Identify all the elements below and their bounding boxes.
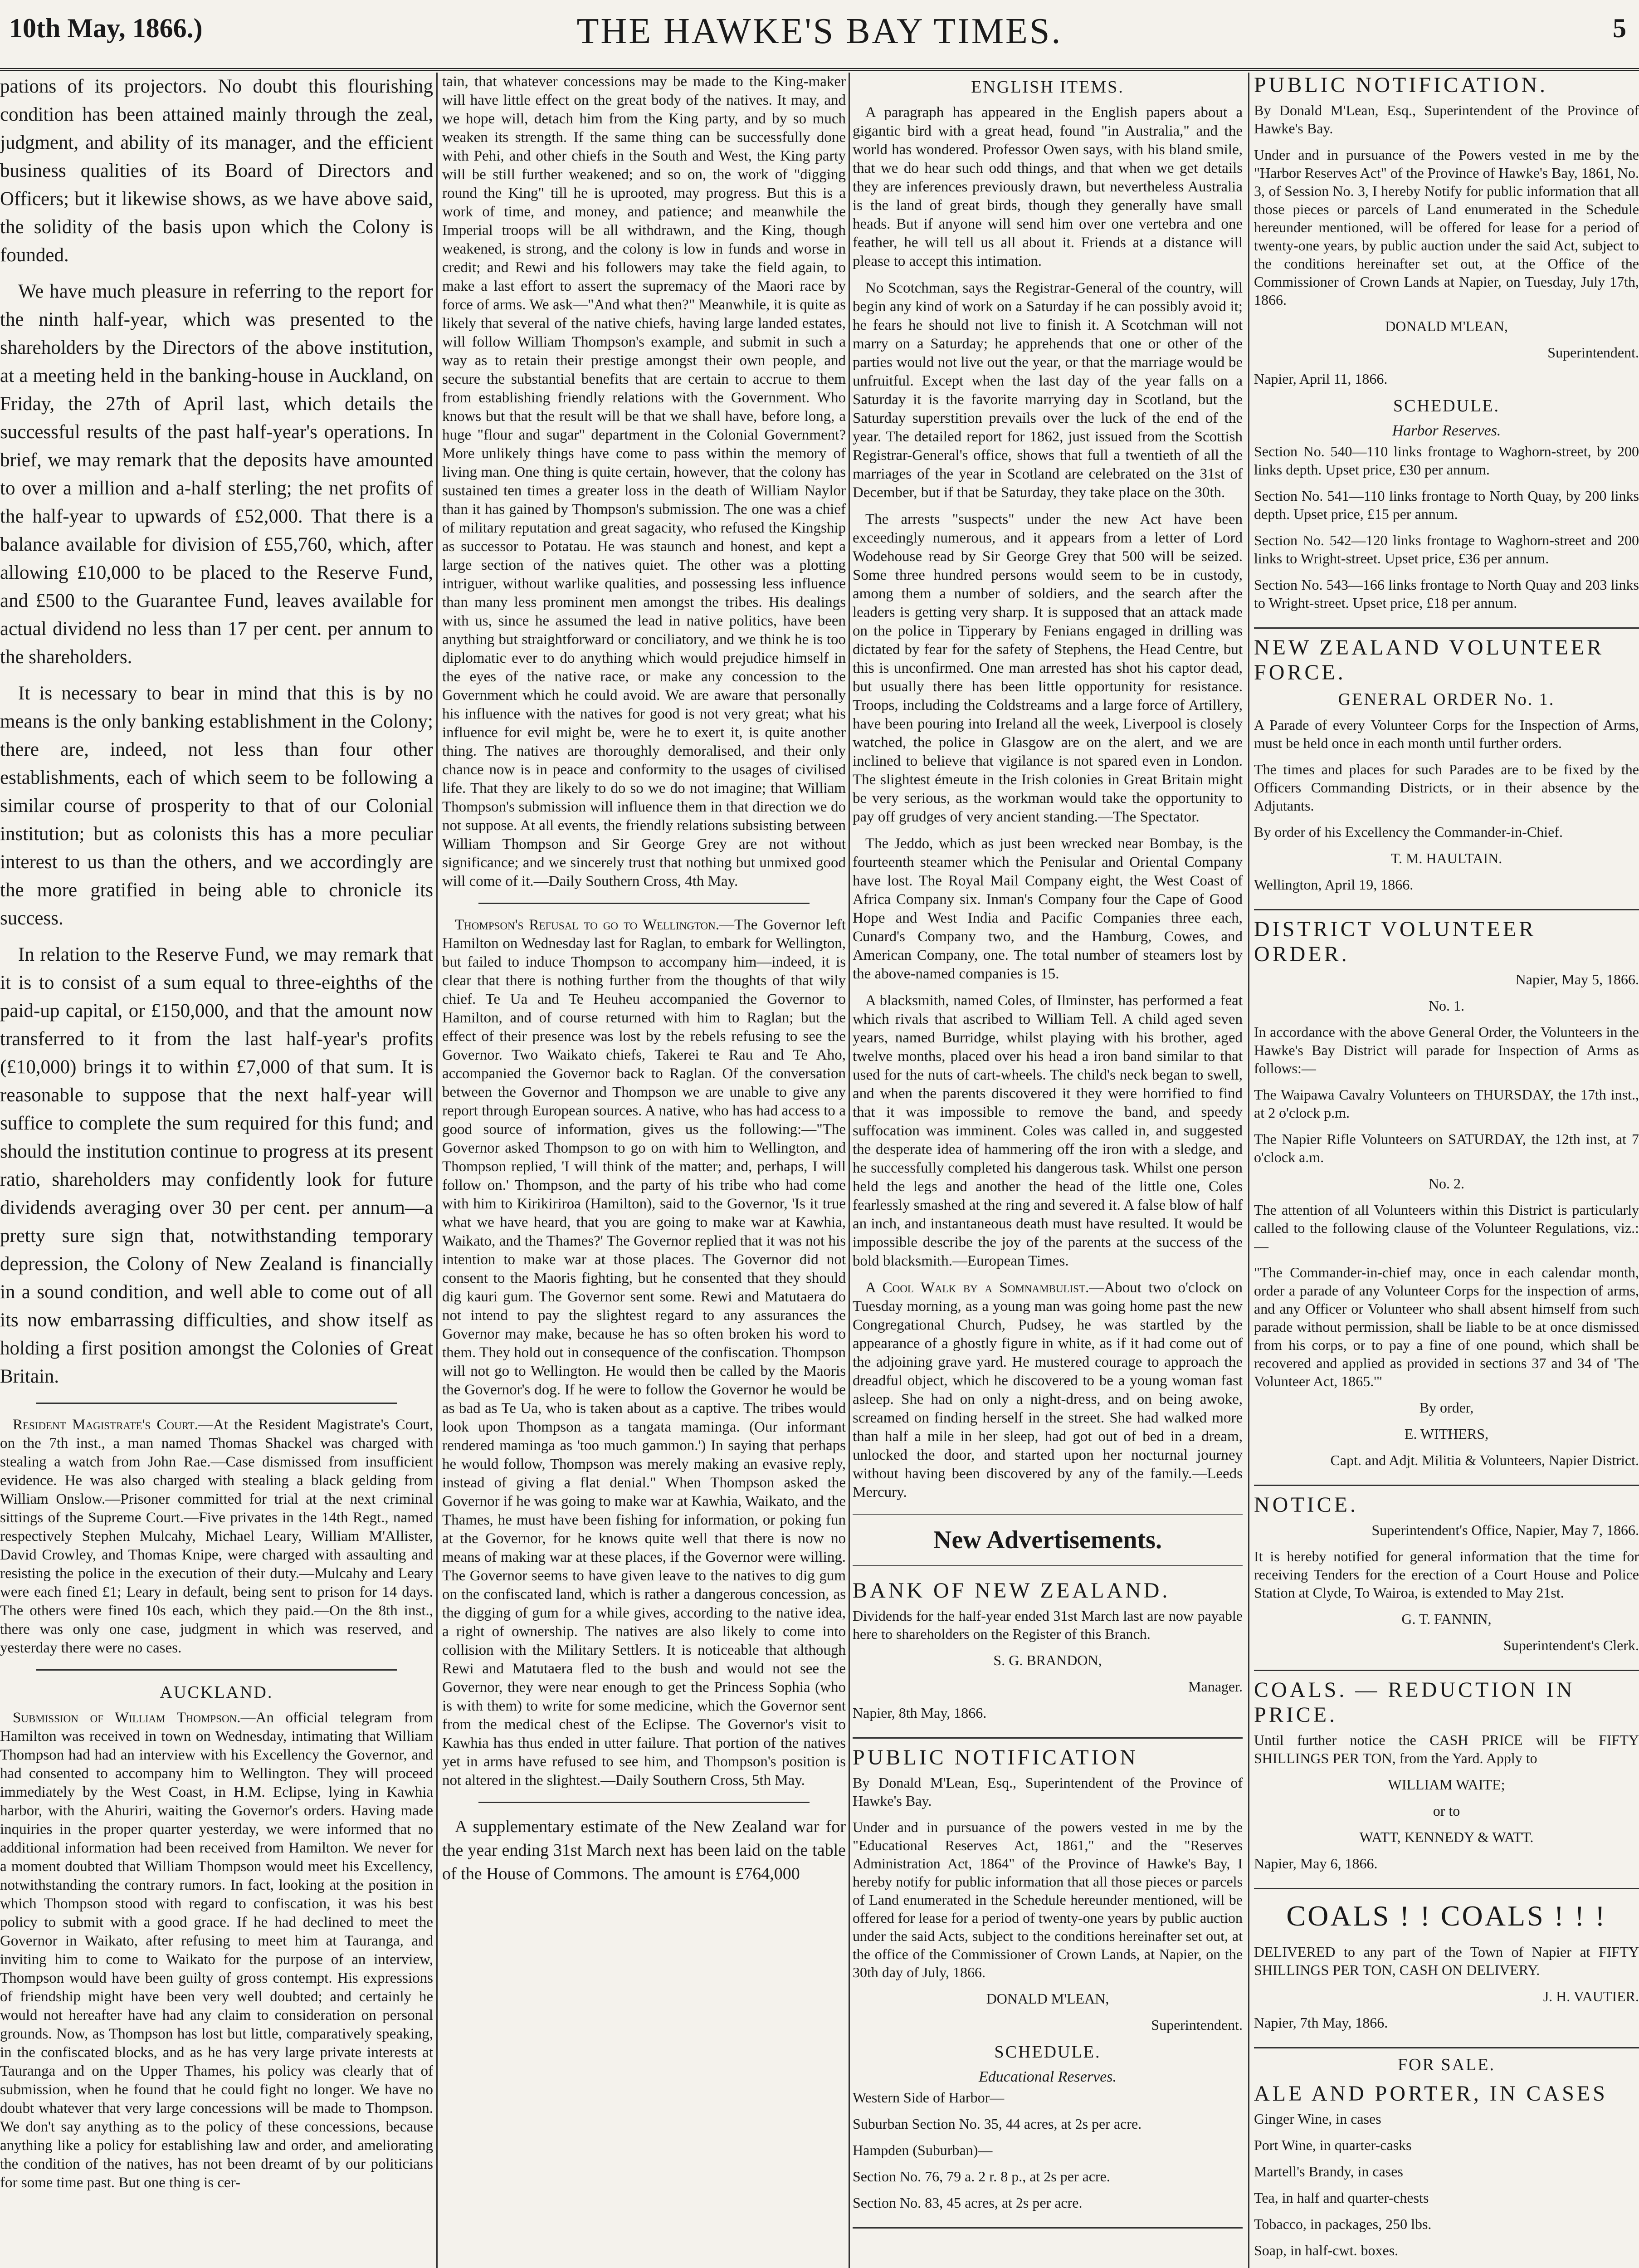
article-lead: Resident Magistrate's Court. <box>13 1417 199 1433</box>
item-paragraph: A paragraph has appeared in the English papers about a gigantic bird with a great head, found "in Australia," and the world has wondered. Professor Owen says, with his bland smile, that we do hear such odd things, and that when we get details they are inferences previously drawn, but nevertheless Australia is the land of great birds, though they generally have small heads. But if anyone will send him over one vertebra and one feather, he will tell us all about it. Friends at a distance will please to accept this intimation. <box>853 104 1243 269</box>
item-paragraph: A blacksmith, named Coles, of Ilminster, has performed a feat which rivals that ascribed to William Tell. A child aged seven years, named Burridge, whilst playing with his brother, aged twelve months, placed over his head a iron band similar to that used for the nuts of cart-wheels. The child's neck began to swell, and when the parents discovered it they were horrified to find that it was impossible to remove the band, and speedy suffocation was imminent. Coles was called in, and suggested the desperate idea of hammering off the iron with a sledge, and he successfully completed his dangerous task. Whilst one person held the legs and another the head of the little one, Coles fearlessly smashed at the ring and severed it. A false blow of half an inch, and instantaneous death must have resulted. It would be impossible describe the joy of the parents at the success of the bold blacksmith.—European Times. <box>853 992 1243 1269</box>
ad-district-volunteer-order <box>1254 917 1639 1486</box>
editorial-paragraph: pations of its projectors. No doubt this flourishing condition has been attained mainly through the zeal, judgment, and ability of its manager, and the efficient business qualities of its Board of Directors and Officers; but it likewise shows, as we have above said, the solidity of the basis upon which the Colony is founded. <box>0 76 433 266</box>
schedule-subheading: Harbor Reserves. <box>1392 422 1501 439</box>
new-advertisements-heading: New Advertisements. <box>933 1526 1162 1554</box>
ad-subheading: GENERAL ORDER No. 1. <box>1338 690 1555 709</box>
schedule-line: Hampden (Suburban)— <box>853 2142 993 2158</box>
section-heading: AUCKLAND. <box>160 1683 273 1702</box>
article-refusal <box>442 916 846 1790</box>
editorial <box>0 73 433 1391</box>
divider <box>853 1513 1243 1515</box>
ad-signature: G. T. FANNIN, <box>1401 1611 1492 1627</box>
sale-item: Soap, in half-cwt. boxes. <box>1254 2242 1399 2258</box>
ad-notice <box>1254 1492 1639 1671</box>
column-2 <box>442 73 846 2268</box>
editorial-paragraph: It is necessary to bear in mind that this is by no means is the only banking establishment in the Colony; there are, indeed, not less than four other establishments, each of which seem to be following a similar course of prosperity to that of our Colonial institution; but as colonists this has a more peculiar interest to us than the others, and we accordingly are the more gratified in being able to chronicle its success. <box>0 683 433 929</box>
sale-item: Ginger Wine, in cases <box>1254 2111 1381 2127</box>
ad-byline: By Donald M'Lean, Esq., Superintendent of the Province of Hawke's Bay. <box>853 1774 1243 1809</box>
divider <box>853 1565 1243 1567</box>
ad-date: Wellington, April 19, 1866. <box>1254 876 1414 893</box>
sale-item: Tea, in half and quarter-chests <box>1254 2190 1429 2206</box>
schedule-line: Western Side of Harbor— <box>853 2089 1005 2106</box>
divider <box>478 1802 810 1803</box>
ad-coals-reduction <box>1254 1677 1639 1889</box>
ad-title: Manager. <box>1188 1678 1243 1695</box>
masthead <box>0 0 1639 71</box>
article-lead: Submission of William Thompson. <box>13 1710 241 1726</box>
column-1 <box>0 73 433 2268</box>
ad-body: Under and in pursuance of the powers vested in me by the "Educational Reserves Act, 1861," and the "Reserves Administration Act, 1864" of the Province of Hawke's Bay, I hereby notify for public information that all those pieces or parcels of Land enumerated in the Schedule hereunder mentioned, will be offered for lease for a period of twenty-one years by public auction under the said Acts, subject to the conditions hereinafter set out, at the office of the Commissioner of Crown Lands, at Napier, on the 30th day of July, 1866. <box>853 1819 1243 1980</box>
column-4 <box>1254 73 1639 2268</box>
editorial-paragraph: We have much pleasure in referring to the report for the ninth half-year, which was presented to the shareholders by the Directors of the above institution, at a meeting held in the banking-house in Auckland, on Friday, the 27th of April last, which details the successful results of the past half-year's operations. In brief, we may remark that the deposits have amounted to over a million and a-half sterling; the net profits of the half-year to upwards of £52,000. That there is a balance available for division of £55,760, which, after allowing £10,000 to be placed to the Reserve Fund, and £500 to the Guarantee Fund, leaves available for actual dividend no less than 17 per cent. per annum to the shareholders. <box>0 281 433 668</box>
article-body: —About two o'clock on Tuesday morning, as a young man was going home past the new Congregational Church, Pudsey, he was startled by the appearance of a ghostly figure in white, as if it had come out of the adjoining grave yard. He mustered courage to approach the dreadful object, which he discovered to be a young woman fast asleep. She had on only a night-dress, and on being awoke, screamed on finding herself in the street. She had walked more than half a mile in her sleep, had got out of bed in a dream, unlocked the door, and started upon her nocturnal journey without having been discovered by any of the family.—Leeds Mercury. <box>853 1280 1243 1501</box>
ad-heading: COALS. — REDUCTION IN PRICE. <box>1254 1678 1575 1727</box>
article-lead: Thompson's Refusal to go to Wellington. <box>455 917 720 933</box>
article-body: —The Governor left Hamilton on Wednesday last for Raglan, to embark for Wellington, but failed to induce Thompson to accompany him—indeed, it is clear that there is nothing further from the thoughts of that wily chief. Te Ua and Te Heuheu accompanied the Governor to Hamilton, and of course returned with him to Raglan; but the effect of their presence was lost by the rebels refusing to see the Governor. Two Waikato chiefs, Takerei te Rau and Te Aho, accompanied the Governor back to Raglan. Of the conversation between the Governor and Thompson we are unable to give any report through European sources. A native, who has had access to a good source of information, gives us the following:—"The Governor asked Thompson to go on with him to Wellington, and Thompson replied, 'I will think of the matter; and, perhaps, I will follow on.' Thompson, and the party of his tribe who had come with him to Kirikiriroa (Hamilton), said to the Governor, 'Is it true what we have heard, that you are going to make war at Kawhia, Waikato, and the Thames?' The Governor replied that it was not his intention to make war at those places. The Governor did not consent to the Maoris fighting, but he consented that they should dig kauri gum. The Governor sent some. Rewi and Matutaera do not intend to pay the slightest regard to any assurances the Governor may make, because he has so often broken his word to them. They hold out in consequence of the confiscation. Thompson will not go to Wellington. He would then be called by the Maoris the Governor's dog. If he were to follow the Governor he would be as bad as Te Ua, who is taken about as a captive. The tribes would look upon Thompson as a tangata maminga. (Our informant rendered maminga as 'too much gammon.') In saying that perhaps he would follow, Thompson was merely making an evasive reply, instead of giving a flat denial." When Thompson asked the Governor if he was going to make war at Kawhia, Waikato, and the Thames, he must have been fishing for information, or poking fun at the Governor, for he knows quite well that there is now no means of making war at these places, if the Governor were willing. The Governor seems to have given leave to the natives to dig gum on the confiscated land, which is rather a dangerous concession, as the digging of gum for a while gives, according to the native idea, a right of ownership. The natives are also likely to come into collision with the Military Settlers. It is noticeable that although Rewi and Matutaera fled to the bush and would not see the Governor, they were near enough to get the Princess Sophia (who is with them) to write for some medicine, which the Governor sent from the medical chest of the Eclipse. The Governor's visit to Kawhia has thus ended in utter failure. That portion of the natives yet in arms have refused to see him, and Thompson's position is not altered in the slightest.—Daily Southern Cross, 5th May. <box>442 917 846 1789</box>
ad-body: The times and places for such Parades are to be fixed by the Officers Commanding Districts, or in their absence by the Adjutants. <box>1254 761 1639 814</box>
column-3 <box>853 73 1243 2268</box>
ad-signature: DONALD M'LEAN, <box>986 1990 1109 2007</box>
ad-title: ALE AND PORTER, IN CASES <box>1254 2082 1608 2106</box>
ad-signature: DONALD M'LEAN, <box>1385 318 1508 334</box>
ad-contact: WATT, KENNEDY & WATT. <box>1359 1829 1534 1845</box>
ad-by-order: By order, <box>1419 1399 1474 1416</box>
ad-signature: J. H. VAUTIER. <box>1543 1988 1639 2004</box>
column-rule <box>1248 73 1249 2268</box>
ad-heading: FOR SALE. <box>1398 2055 1495 2074</box>
ad-date: Napier, April 11, 1866. <box>1254 371 1388 387</box>
ad-heading: PUBLIC NOTIFICATION. <box>1254 73 1548 97</box>
newspaper-title: THE HAWKE'S BAY TIMES. <box>576 11 1063 51</box>
ad-title: Capt. and Adjt. Militia & Volunteers, Napier District. <box>1330 1452 1639 1468</box>
ad-title: Superintendent. <box>1547 344 1639 361</box>
item-paragraph: The arrests "suspects" under the new Act have been exceedingly numerous, and it appears from a letter of Lord Wodehouse read by Sir George Grey that 500 will be seized. Some three hundred persons would seem to be in custody, among them a number of soldiers, and the search after the leaders is getting very sharp. It is supposed that an attack made on the police in Tipperary by Fenians engaged in drilling was dictated by fear for the safety of Stephens, the Head Centre, but this is unconfirmed. One man arrested has shot his captor dead, but usually there has been little opportunity for resistance. Troops, including the Coldstreams and a large force of Artillery, have been pouring into Ireland all the week, Liverpool is closely watched, the police in Glasgow are on the alert, and we are inclined to believe that vigilance is not spared even in London. The slightest émeute in the Irish colonies in Great Britain might be very serious, as the workman would take the opportunity to pay off grudges of very ancient standing.—The Spectator. <box>853 511 1243 825</box>
ad-heading: DISTRICT VOLUNTEER ORDER. <box>1254 917 1537 966</box>
ad-signature: S. G. BRANDON, <box>993 1652 1102 1668</box>
ad-public-notification-educational <box>853 1745 1243 2229</box>
schedule-line: Section No. 540—110 links frontage to Waghorn-street, by 200 links depth. Upset price, £30 per annum. <box>1254 443 1639 478</box>
ad-body: A Parade of every Volunteer Corps for the Inspection of Arms, must be held once in each month until further orders. <box>1254 717 1639 751</box>
ad-public-notification-harbor <box>1254 73 1639 629</box>
ad-bank-nz <box>853 1578 1243 1739</box>
ad-banner: COALS ! ! COALS ! ! ! <box>1286 1900 1607 1932</box>
schedule-heading: SCHEDULE. <box>1393 396 1500 415</box>
sale-item: Tobacco, in packages, 250 lbs. <box>1254 2216 1432 2232</box>
article-body: —An official telegram from Hamilton was received in town on Wednesday, intimating that William Thompson had had an interview with his Excellency the Governor, and had consented to accompany him to Wellington. They will proceed immediately by the West Coast, in H.M. Eclipse, lying in Kawhia harbor, with the Ahuriri, waiting the Governor's orders. Having made inquiries in the proper quarter yesterday, we were informed that no additional information had been received from Hamilton. We never for a moment doubted that William Thompson would meet his Excellency, notwithstanding the contrary rumors. In fact, looking at the position in which Thompson stood with regard to confiscation, it was his best policy to submit with a good grace. If he had declined to meet the Governor in Waikato, after refusing to meet him at Tauranga, and inviting him to come to Waikato for the purpose of an interview, Thompson would have been guilty of gross contempt. His expressions of friendship might have been very well doubted; and certainly he would not hereafter have had any claim to consideration on personal grounds. Now, as Thompson has lost but little, comparatively speaking, in the confiscated blocks, and as he has very large private interests at Tauranga and on the Upper Thames, his policy was clearly that of submission, when he found that he could fight no longer. We have no doubt whatever that very large concessions will be made to Thompson. We don't say anything as to the policy of these concessions, because anything like a policy for establishing law and order, and ameliorating the condition of the natives, has not been dreamt of by our politicians for some time past. But one thing is cer- <box>0 1710 433 2191</box>
column-rule <box>436 73 438 2268</box>
ad-body: The attention of all Volunteers within this District is particularly called to the following clause of the Volunteer Regulations, viz.:— <box>1254 1202 1639 1254</box>
divider <box>478 903 810 904</box>
editorial-paragraph: In relation to the Reserve Fund, we may remark that it is to consist of a sum equal to three-eighths of the paid-up capital, or £150,000, and that the amount now transferred to it from the last half-year's profits (£10,000) brings it to within £7,000 of that sum. It is reasonable to suppose that the next half-year will suffice to complete the sum required for this fund; and should the institution continue to progress at its present ratio, shareholders may confidently look for future dividends averaging over 30 per cent. per annum—a pretty sure sign that, notwithstanding temporary depression, the Colony of New Zealand is financially in a sound condition, and well able to come out of all its now embarrassing difficulties, and show itself as holding a first position amongst the Colonies of Great Britain. <box>0 944 433 1387</box>
ad-body: Under and in pursuance of the Powers vested in me by the "Harbor Reserves Act" of the Province of Hawke's Bay, 1861, No. 3, of Session No. 3, I hereby Notify for public information that all those pieces or parcels of Land enumerated in the Schedule hereunder mentioned, will be offered for lease for a period of twenty-one years, by public auction under the said Act, subject to the conditions hereinafter set out, at the Office of the Commissioner of Crown Lands at Napier, on Tuesday, July 17th, 1866. <box>1254 147 1639 308</box>
article-rm-court <box>0 1416 433 1657</box>
section-heading: ENGLISH ITEMS. <box>971 78 1124 97</box>
ad-volunteer-force <box>1254 635 1639 910</box>
ad-byline: By Donald M'Lean, Esq., Superintendent of the Province of Hawke's Bay. <box>1254 102 1639 137</box>
schedule-heading: SCHEDULE. <box>994 2043 1101 2062</box>
ad-contact: WILLIAM WAITE; <box>1388 1776 1505 1793</box>
column-rule <box>849 73 850 2268</box>
ad-signature: E. WITHERS, <box>1404 1426 1489 1442</box>
ad-signature: T. M. HAULTAIN. <box>1390 850 1502 866</box>
schedule-line: Section No. 76, 79 a. 2 r. 8 p., at 2s per acre. <box>853 2168 1110 2185</box>
ad-heading: NEW ZEALAND VOLUNTEER FORCE. <box>1254 635 1605 684</box>
article-submission <box>0 1709 433 2192</box>
order-number: No. 2. <box>1428 1175 1465 1192</box>
schedule-line: Section No. 83, 45 acres, at 2s per acre. <box>853 2195 1083 2211</box>
ad-date: Napier, 8th May, 1866. <box>853 1705 987 1721</box>
ad-body: "The Commander-in-chief may, once in each calendar month, order a parade of any Volunteer Corps for the inspection of arms, and any Officer or Volunteer who shall absent himself from such parade without permission, shall be liable to be at once dismissed from his corps, or to pay a fine of one pound, which shall be recovered and applied as provided in sections 37 and 34 of 'The Volunteer Act, 1865.'" <box>1254 1264 1639 1389</box>
schedule-line: Section No. 541—110 links frontage to North Quay, by 200 links depth. Upset price, £15 per annum. <box>1254 488 1639 522</box>
ad-body: The Napier Rifle Volunteers on SATURDAY, the 12th inst, at 7 o'clock a.m. <box>1254 1131 1639 1165</box>
sale-item: Port Wine, in quarter-casks <box>1254 2137 1412 2153</box>
schedule-line: Section No. 542—120 links frontage to Waghorn-street and 200 links to Wright-street. Upset price, £36 per annum. <box>1254 532 1639 567</box>
ad-heading: BANK OF NEW ZEALAND. <box>853 1579 1171 1603</box>
ad-body: By order of his Excellency the Commander-in-Chief. <box>1254 824 1563 840</box>
issue-date: 10th May, 1866.) <box>9 13 203 43</box>
schedule-line: Suburban Section No. 35, 44 acres, at 2s per acre. <box>853 2116 1142 2132</box>
item-paragraph: No Scotchman, says the Registrar-General of the country, will begin any kind of work on a Saturday if he can possibly avoid it; he fears he should not live to finish it. A Scotchman will not marry on a Saturday; he apprehends that one or other of the parties would not live out the year, or that the marriage would be unfruitful. Except when the last day of the year falls on a Saturday it is the favorite marrying day in Scotland, but the Saturday superstition prevails over the luck of the end of the year. The detailed report for 1862, just issued from the Scottish Registrar-General's office, shows that full a twentieth of all the marriages of the year in Scotland are celebrated on the 31st of December, but if that be Saturday, they take place on the 30th. <box>853 280 1243 501</box>
schedule-subheading: Educational Reserves. <box>978 2068 1117 2085</box>
ad-contact: or to <box>1433 1803 1460 1819</box>
article-continued: tain, that whatever concessions may be made to the King-maker will have little effect on the great body of the natives. It may, and we hope will, detach him from the King party, and by so much weaken its strength. If the same thing can be successfully done with Pehi, and other chiefs in the South and West, the King party will be still further weakened; and so on, the work of "digging round the King" till he is uprooted, may progress. But this is a work of time, and money, and patience; and meanwhile the Imperial troops will be all withdrawn, and the King, though weakened, is strong, and the colony is low in funds and worse in credit; and Rewi and his followers may take the field again, to make a last effort to assert the supremacy of the Maori race by force of arms. We ask—"And what then?" Meanwhile, it is quite as likely that several of the native chiefs, having large landed estates, will follow William Thompson's example, and submit in such a way as to retain their prestige amongst their own people, and secure the substantial benefits that are certain to accrue to them from establishing friendly relations with the Government. Who knows but that the result will be that we shall have, before long, a huge "flour and sugar" department in the Colonial Government? More unlikely things have come to pass within the memory of living man. One thing is quite certain, however, that the colony has sustained ten times a greater loss in the death of William Naylor than it has gained by Thompson's submission. The one was a chief of military reputation and great sagacity, who refused the Kingship as successor to Potatau. He was staunch and honest, and kept a large section of the natives quiet. The other was a plotting intriguer, without warlike qualities, and possessing less influence than many less prominent men amongst the tribes. His dealings with us, since he assumed the lead in native politics, have been anything but straightforward or conciliatory, and we think he is too diplomatic ever to do anything which would prejudice himself in the eyes of the native race, or make any concession to the Government which he could avoid. We are aware that personally his influence with the natives for good is not very great; what his influence for evil might be, were he to exert it, is quite another thing. The natives are thoroughly demoralised, and their only chance now is in peace and conformity to the usages of civilised life. That they are likely to do so we do not imagine; that William Thompson's submission will influence them in that direction we do not suppose. At all events, the friendly relations subsisting between William Thompson and Sir George Grey are not without significance; and we sincerely trust that nothing but unmixed good will come of it.—Daily Southern Cross, 4th May. <box>442 73 846 890</box>
ad-date: Napier, May 5, 1866. <box>1515 971 1639 987</box>
ad-body: DELIVERED to any part of the Town of Napier at FIFTY SHILLINGS PER TON, CASH ON DELIVERY. <box>1254 1944 1639 1978</box>
ad-date: Napier, May 6, 1866. <box>1254 1855 1378 1872</box>
ad-body: Dividends for the half-year ended 31st March last are now payable here to shareholders on the Register of this Branch. <box>853 1608 1243 1642</box>
page-number: 5 <box>1613 13 1626 43</box>
article-estimate: A supplementary estimate of the New Zealand war for the year ending 31st March next has been laid on the table of the House of Commons. The amount is £764,000 <box>442 1817 846 1883</box>
article-lead: A Cool Walk by a Somnambulist. <box>865 1280 1089 1296</box>
ad-heading: NOTICE. <box>1254 1493 1358 1517</box>
ad-for-sale <box>1254 2055 1639 2268</box>
article-body: —At the Resident Magistrate's Court, on the 7th inst., a man named Thomas Shackel was charged with stealing a watch from John Rae.—Case dismissed from insufficient evidence. He was also charged with stealing a black gelding from William Onslow.—Prisoner committed for trial at the next criminal sittings of the Supreme Court.—Five privates in the 14th Regt., named respectively Stephen Mulcahy, Michael Leary, William M'Allister, David Crowley, and Thomas Knipe, were charged with assaulting and resisting the police in the execution of their duty.—Mulcahy and Leary were each fined £1; Leary in default, being sent to prison for 14 days. The others were fined 10s each, which they paid.—On the 8th inst., there was only one case, judgment in which was reserved, and yesterday there were no cases. <box>0 1417 433 1656</box>
ad-body: It is hereby notified for general information that the time for receiving Tenders for the erection of a Court House and Police Station at Clyde, To Wairoa, is extended to May 21st. <box>1254 1548 1639 1601</box>
divider <box>36 1669 397 1671</box>
item-somnambulist <box>853 1279 1243 1502</box>
schedule-line: Section No. 543—166 links frontage to North Quay and 203 links to Wright-street. Upset price, £18 per annum. <box>1254 577 1639 611</box>
ad-from: Superintendent's Office, Napier, May 7, 1866. <box>1371 1522 1639 1538</box>
ad-title: Superintendent. <box>1151 2017 1243 2033</box>
ad-body: The Waipawa Cavalry Volunteers on THURSDAY, the 17th inst., at 2 o'clock p.m. <box>1254 1086 1639 1121</box>
ad-coals-delivered <box>1254 1899 1639 2048</box>
divider <box>36 1403 397 1404</box>
ad-body: Until further notice the CASH PRICE will be FIFTY SHILLINGS PER TON, from the Yard. Apply to <box>1254 1732 1639 1766</box>
sale-item: Martell's Brandy, in cases <box>1254 2163 1403 2180</box>
order-number: No. 1. <box>1428 997 1465 1014</box>
ad-title: Superintendent's Clerk. <box>1503 1637 1639 1653</box>
ad-heading: PUBLIC NOTIFICATION <box>853 1745 1138 1769</box>
ad-body: In accordance with the above General Order, the Volunteers in the Hawke's Bay District will parade for Inspection of Arms as follows:— <box>1254 1024 1639 1076</box>
item-paragraph: The Jeddo, which as just been wrecked near Bombay, is the fourteenth steamer which the Penisular and Oriental Company have lost. The Royal Mail Company eight, the West Coast of Africa Company six. Inman's Company four the Cape of Good Hope and West India and Pacific Companies three each, Cunard's Company two, and the Hamburg, Cowes, and American Company, one. The total number of steamers lost by the above-named companies is 15. <box>853 836 1243 982</box>
ad-date: Napier, 7th May, 1866. <box>1254 2014 1388 2031</box>
